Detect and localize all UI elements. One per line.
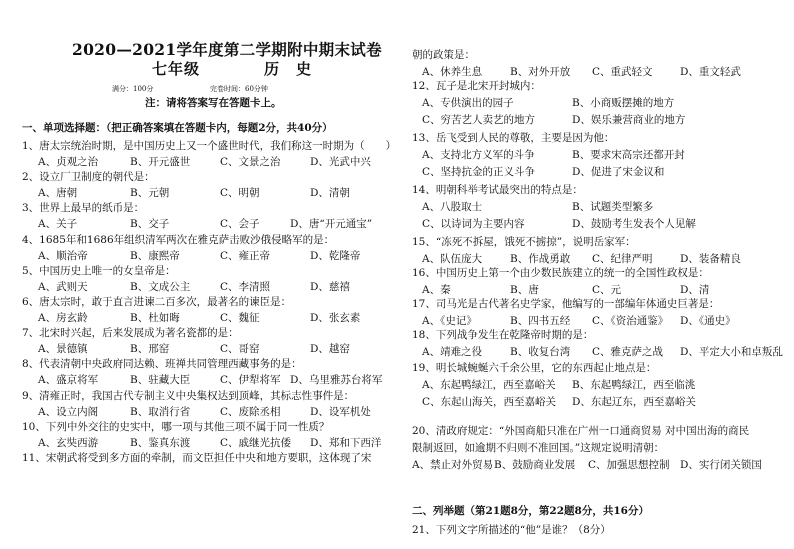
answer-option: D、娱乐兼营商业的地方	[572, 114, 686, 126]
answer-option: B、四书五经	[510, 315, 571, 327]
answer-option: D、重文轻武	[680, 66, 741, 78]
answer-option: B、邢窑	[130, 343, 170, 356]
answer-option: D、光武中兴	[310, 156, 371, 168]
answer-option: A、休养生息	[422, 66, 483, 78]
answer-option: B、交子	[130, 218, 170, 231]
answer-option: B、试题类型繁多	[572, 201, 654, 213]
answer-option: C、李清照	[220, 280, 271, 293]
answer-option: C、伊犁将军	[220, 374, 281, 387]
answer-option: B、对外开放	[510, 66, 571, 78]
answer-option: A、关子	[38, 218, 78, 231]
answer-option: A、房玄龄	[38, 312, 88, 324]
answer-option: C、元	[592, 284, 622, 296]
question-stem: 7、北宋时兴起，后来发展成为著名瓷都的是：	[22, 327, 239, 340]
question-stem: 11、宋朝武将受到多方面的牵制，而文臣担任中央和地方要职，这体现了宋	[22, 452, 372, 464]
question-stem: 2、设立厂卫制度的朝代是：	[22, 171, 155, 184]
answer-option: D、乾隆帝	[310, 249, 361, 262]
answer-option: C、文景之治	[220, 156, 281, 168]
subject-label: 历 史	[264, 60, 313, 78]
answer-option: A、武则天	[38, 280, 88, 293]
section1-heading: 一、单项选择题：（把正确答案填在答题卡内，每题2分，共40分）	[22, 122, 333, 134]
answer-option: B、鼓励商业发展	[494, 459, 576, 471]
answer-option: D、张玄素	[310, 312, 361, 324]
answer-option: D、东起辽东，西至嘉峪关	[572, 396, 696, 408]
answer-option: A、东起鸭绿江，西至嘉峪关	[422, 379, 556, 391]
answer-option: A、景德镇	[38, 343, 88, 356]
answer-option: D、清朝	[310, 187, 350, 200]
question-stem: 6、唐太宗时，敢于直言进谏二百多次，最著名的谏臣是：	[22, 296, 292, 308]
notice: 注：请将答案写在答题卡上。	[145, 97, 282, 109]
time-info: 完卷时间：60分钟	[210, 85, 268, 93]
answer-option: B、杜如晦	[130, 312, 180, 324]
question-21: 21、下列文字所描述的“他”是谁？（8分）	[412, 524, 611, 536]
score-info: 满分：100分	[112, 85, 154, 93]
answer-option: D、鼓励考生发表个人见解	[572, 218, 696, 230]
answer-option: D、设军机处	[310, 405, 371, 418]
answer-option: C、《资治通鉴》	[592, 315, 669, 327]
answer-option: C、魏征	[220, 312, 260, 324]
section2-heading: 二、列举题（第21题8分，第22题8分，共16分）	[412, 505, 649, 517]
question-stem: 8、代表清朝中央政府同达赖、班禅共同管理西藏事务的是：	[22, 358, 302, 371]
question-stem: 4、1685年和1686年组织清军两次在雅克萨击败沙俄侵略军的是：	[22, 233, 335, 246]
question-stem: 12、瓦子是北宋开封城内：	[412, 80, 541, 92]
question-stem: 5、中国历史上唯一的女皇帝是：	[22, 264, 176, 277]
question-stem: 14、明朝科举考试最突出的特点是：	[412, 184, 583, 196]
exam-title: 2020—2021学年度第二学期附中期末试卷	[72, 40, 382, 59]
answer-option: C、以诗词为主要内容	[422, 218, 525, 230]
answer-option: C、加强思想控制	[588, 459, 670, 471]
question-stem: 20、清政府规定：“外国商船只准在广州一口通商贸易 对中国出海的商民	[412, 425, 750, 437]
answer-option: D、平定大小和卓叛乱	[680, 346, 783, 358]
answer-option: B、收复台湾	[510, 346, 571, 358]
answer-option: D、《通史》	[680, 315, 736, 327]
answer-option: A、《史记》	[422, 315, 477, 327]
answer-option: B、要求宋高宗还都开封	[572, 149, 685, 161]
answer-option: B、取消行省	[130, 405, 191, 418]
answer-option: D、慈禧	[310, 280, 350, 293]
question-stem: 16、中国历史上第一个由少数民族建立的统一的全国性政权是：	[412, 267, 709, 279]
answer-option: A、靖难之役	[422, 346, 483, 358]
answer-option: A、贞观之治	[38, 156, 99, 168]
answer-option: A、玄奘西游	[38, 436, 99, 449]
answer-option: C、雍正帝	[220, 249, 271, 262]
question-stem: 19、明长城蜿蜒六千余公里，它的东西起止地点是：	[412, 362, 657, 374]
answer-option: B、作战勇敢	[510, 253, 571, 265]
question-stem: 10、下列中外交往的史实中，哪一项与其他三项不属于同一性质？	[22, 420, 330, 433]
answer-option: C、哥窑	[220, 343, 260, 356]
answer-option: C、东起山海关，西至嘉峪关	[422, 396, 557, 408]
answer-option: C、戚继光抗倭	[220, 436, 292, 449]
answer-option: C、纪律严明	[592, 253, 653, 265]
answer-option: B、元朝	[130, 187, 170, 200]
answer-option: A、队伍庞大	[422, 253, 483, 265]
question-stem: 限制返回，如逾期不归则不准回国。”这规定说明清朝：	[412, 442, 665, 454]
answer-option: B、康熙帝	[130, 249, 180, 262]
answer-option: C、明朝	[220, 187, 260, 200]
question-stem: 朝的政策是：	[412, 49, 475, 61]
answer-option: D、郑和下西洋	[310, 436, 382, 449]
answer-option: B、文成公主	[130, 280, 191, 293]
answer-option: B、东起鸭绿江，西至临洮	[572, 379, 696, 391]
answer-option: D、促进了宋金议和	[572, 166, 665, 178]
answer-option: C、重武轻文	[592, 66, 653, 78]
answer-option: C、坚持抗金的正义斗争	[422, 166, 536, 178]
question-stem: 13、岳飞受到人民的尊敬，主要是因为他：	[412, 132, 615, 144]
answer-option: C、会子	[220, 218, 260, 231]
answer-option: A、八股取士	[422, 201, 483, 213]
answer-option: B、驻藏大臣	[130, 374, 191, 387]
question-stem: 9、清雍正时，我国古代专制主义中央集权达到顶峰，其标志性事件是：	[22, 389, 355, 402]
answer-option: D、装备精良	[680, 253, 741, 265]
grade-label: 七年级	[152, 60, 201, 78]
answer-option: A、禁止对外贸易	[412, 459, 494, 471]
answer-option: D、唐“开元通宝”	[290, 218, 373, 231]
question-stem: 3、世界上最早的纸币是：	[22, 202, 145, 215]
answer-option: A、顺治帝	[38, 249, 88, 262]
answer-option: D、越窑	[310, 343, 350, 356]
answer-option: D、清	[680, 284, 710, 296]
answer-option: C、雅克萨之战	[592, 346, 664, 358]
answer-option: B、鉴真东渡	[130, 436, 191, 449]
answer-option: A、秦	[422, 284, 451, 296]
question-stem: 15、“冻死不拆屋，饿死不掳掠”，说明岳家军：	[412, 236, 636, 248]
answer-option: A、支持北方义军的斗争	[422, 149, 535, 161]
answer-option: C、穷苦艺人卖艺的地方	[422, 114, 536, 126]
question-stem: 17、司马光是古代著名史学家，他编写的一部编年体通史巨著是：	[412, 298, 720, 310]
answer-option: A、盛京将军	[38, 374, 99, 387]
answer-option: A、专供演出的园子	[422, 97, 514, 109]
question-stem: 1、唐太宗统治时期，是中国历史上又一个盛世时代，我们称这一时期为（ ）	[22, 140, 397, 152]
answer-option: D、乌里雅苏台将军	[290, 374, 383, 387]
answer-option: C、废除丞相	[220, 405, 281, 418]
answer-option: A、唐朝	[38, 187, 78, 200]
answer-option: B、小商贩摆摊的地方	[572, 97, 675, 109]
answer-option: A、设立内阁	[38, 405, 99, 418]
answer-option: D、实行闭关锁国	[680, 459, 762, 471]
answer-option: B、开元盛世	[130, 156, 191, 168]
question-stem: 18、下列战争发生在乾隆帝时期的是：	[412, 329, 594, 341]
answer-option: B、唐	[510, 284, 539, 296]
